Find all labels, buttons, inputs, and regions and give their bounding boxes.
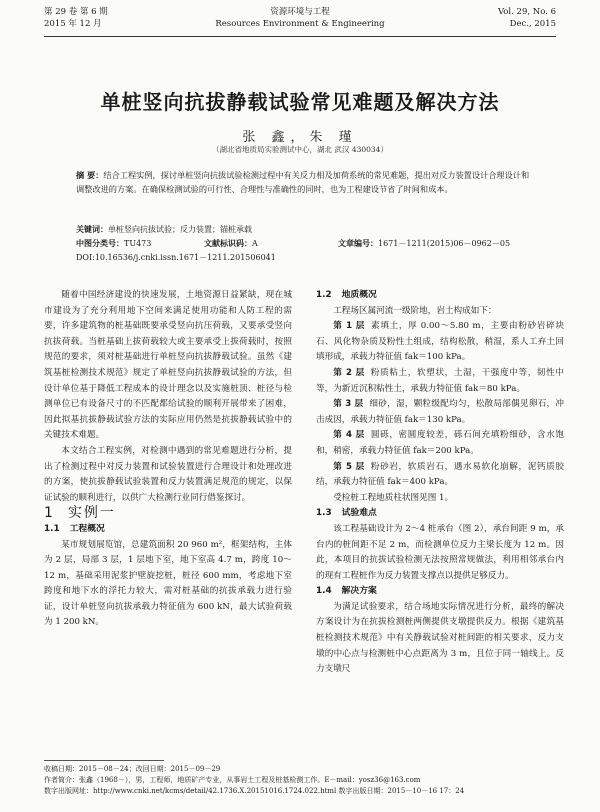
section-1-3-text: 该工程基础设计为 2～4 桩承台（图 2），承台间距 9 m，承台内的桩间距不足 2 m，而检测单位反力主梁长度为 12 m。因此，本项目的抗拔试验检测无法按照常规做法，利用相邻承台内的现有工程桩作为反力装置支撑点以提供足够反力。 bbox=[316, 523, 564, 581]
header-right: Vol. 29, No. 6 Dec., 2015 bbox=[497, 7, 556, 29]
footnote-author-bio: 作者简介：张鑫（1968－），男，工程师，地质矿产专业，从事岩土工程及桩基检测工作。E－mail：yosz36@163.com bbox=[44, 776, 421, 784]
geology-intro: 工程场区属河流一级阶地，岩土构成如下： bbox=[333, 305, 497, 316]
intro-paragraph-2: 本文结合工程实例，对检测中遇到的常见难题进行分析，提出了检测过程中对反力装置和试验装置进行合理设计和处理改进的方案，使抗拔静载试验装置和反力装置满足规范的规定，以保证试验的顺利进行，以供广大检测行业同行借鉴探讨。 bbox=[44, 445, 292, 503]
footnote-dates: 收稿日期：2015－08－24；改回日期：2015－09－29 bbox=[44, 765, 221, 773]
layer-3: 第 3 层 细砂，湿，颗粒级配均匀，松散局部偶见卵石，冲击成因，承载力特征值 fak＝130 kPa。 bbox=[316, 399, 564, 425]
paper-metadata bbox=[76, 223, 536, 265]
header-center: 资源环境与工程 Resources Environment & Engineering bbox=[215, 7, 385, 29]
left-column bbox=[44, 288, 292, 631]
footnote bbox=[44, 764, 556, 797]
section-1-1-text: 某市规划展览馆，总建筑面积 20 960 m²，框架结构，主体为 2 层，局部 3 层，1 层地下室，地下室高 4.7 m，跨度 10～12 m，基础采用泥浆护壁旋挖桩，桩径 600 mm，考虑地下室跨度和地下水的浮托力较大，需对桩基础的抗拔承载力进行验证，设计单桩竖向抗拔承载力特征值为 600 kN，最大试验荷载为 1 200 kN。 bbox=[44, 539, 292, 628]
footnote-publish-url: 数字出版网址：http://www.cnki.net/kcms/detail/42.1736.X.20151016.1724.022.html 数字出版日期：2015－10－16 17：24 bbox=[44, 787, 465, 795]
right-column bbox=[316, 288, 564, 678]
classification-row: 中图分类号：TU473 文献标识码：A 文章编号：1671－1211(2015)06－0962－05 bbox=[76, 239, 511, 248]
layer-5: 第 5 层 粉砂岩，软质岩石，遇水易软化崩解，泥钙质胶结，承载力特征值 fak＝400 kPa。 bbox=[316, 461, 564, 488]
paper-authors: 张 鑫，朱 瑾 bbox=[242, 130, 358, 145]
abstract-text: 结合工程实例，探讨单桩竖向抗拔试验检测过程中有关反力相及加荷系统的常见难题，提出对反力装置设计合理设计和调整改进的方案。在确保检测试验的可行性、合理性与准确性的同时，也为工程建设节省了时间和成本。 bbox=[76, 170, 530, 194]
keywords-row: 关键词：单桩竖向抗拔试验；反力装置；锚桩承载 bbox=[76, 225, 252, 234]
section-1-2-heading: 1.2 地质概况 bbox=[316, 290, 377, 300]
abstract-label: 摘 要： bbox=[76, 170, 104, 180]
geology-note: 受检桩工程地质柱状图见图 1。 bbox=[333, 492, 454, 503]
layer-1: 第 1 层 素填土，厚 0.00～5.80 m，主要由粉砂岩碎块石、风化物杂质及粉性土组成，结构松散，稍湿，系人工弃土回填形成，承载力特征值 fak＝100 kPa。 bbox=[316, 321, 564, 363]
section-1-4-heading: 1.4 解决方案 bbox=[316, 586, 377, 597]
paper-title: 单桩竖向抗拔静载试验常见难题及解决方法 bbox=[100, 90, 500, 114]
section-1-1-heading: 1.1 工程概况 bbox=[44, 523, 105, 534]
author-affiliation: （湖北省地质局实验测试中心，湖北 武汉 430034） bbox=[212, 145, 388, 154]
footnote-divider bbox=[44, 760, 164, 761]
doi: DOI:10.16536/j.cnki.issn.1671－1211.201506041 bbox=[76, 253, 276, 262]
abstract bbox=[76, 168, 530, 196]
header-left: 第 29 卷 第 6 期 2015 年 12 月 bbox=[44, 7, 108, 29]
section-1-3-heading: 1.3 试验难点 bbox=[316, 508, 377, 519]
layer-4: 第 4 层 圆砾，密圆度较差，砾石间充填粉细砂，含水饱和，稍密，承载力特征值 fak＝200 kPa。 bbox=[316, 430, 564, 456]
intro-paragraph-1: 随着中国经济建设的快速发展，土地资源日益紧缺，现在城市建设为了充分利用地下空间来满足使用功能和人防工程的需要，许多建筑物的桩基础既要承受竖向抗压荷载，又要承受竖向抗拔荷载。当桩基础上拔荷载较大或主要承受上拔荷载时，按照规范的要求，须对桩基础进行单桩竖向抗拔静载试验。虽然《建筑基桩检测技术规范》规定了单桩竖向抗拔静载试验的方法，但设计单位基于降低工程成本的设计理念以及实施桩顶、桩径与检测单位已有设备尺寸的不匹配都给试验的顺利开展带来了困难，因此拟基抗拔静载试验方法的实际应用仍然是抗拔静载试验中的关键技术难题。 bbox=[44, 290, 292, 441]
layer-2: 第 2 层 粉质粘土，软塑状，土湿，干强度中等，韧性中等，为新近沉积粘性土，承载力特征值 fak＝80 kPa。 bbox=[316, 367, 564, 394]
header-divider bbox=[44, 36, 556, 37]
section-1-4-text: 为满足试验要求，结合场地实际情况进行分析，最终的解决方案设计为在抗拔检测桩两侧提供支墩提供反力。根据《建筑基桩检测技术规范》中有关静载试验对桩间距的相关要求，反力支墩的中心点与检测桩中心点距离为 3 m，且位于同一轴线上。反力支墩尺 bbox=[316, 601, 564, 675]
section-1-heading: 1 实例一 bbox=[44, 505, 116, 522]
